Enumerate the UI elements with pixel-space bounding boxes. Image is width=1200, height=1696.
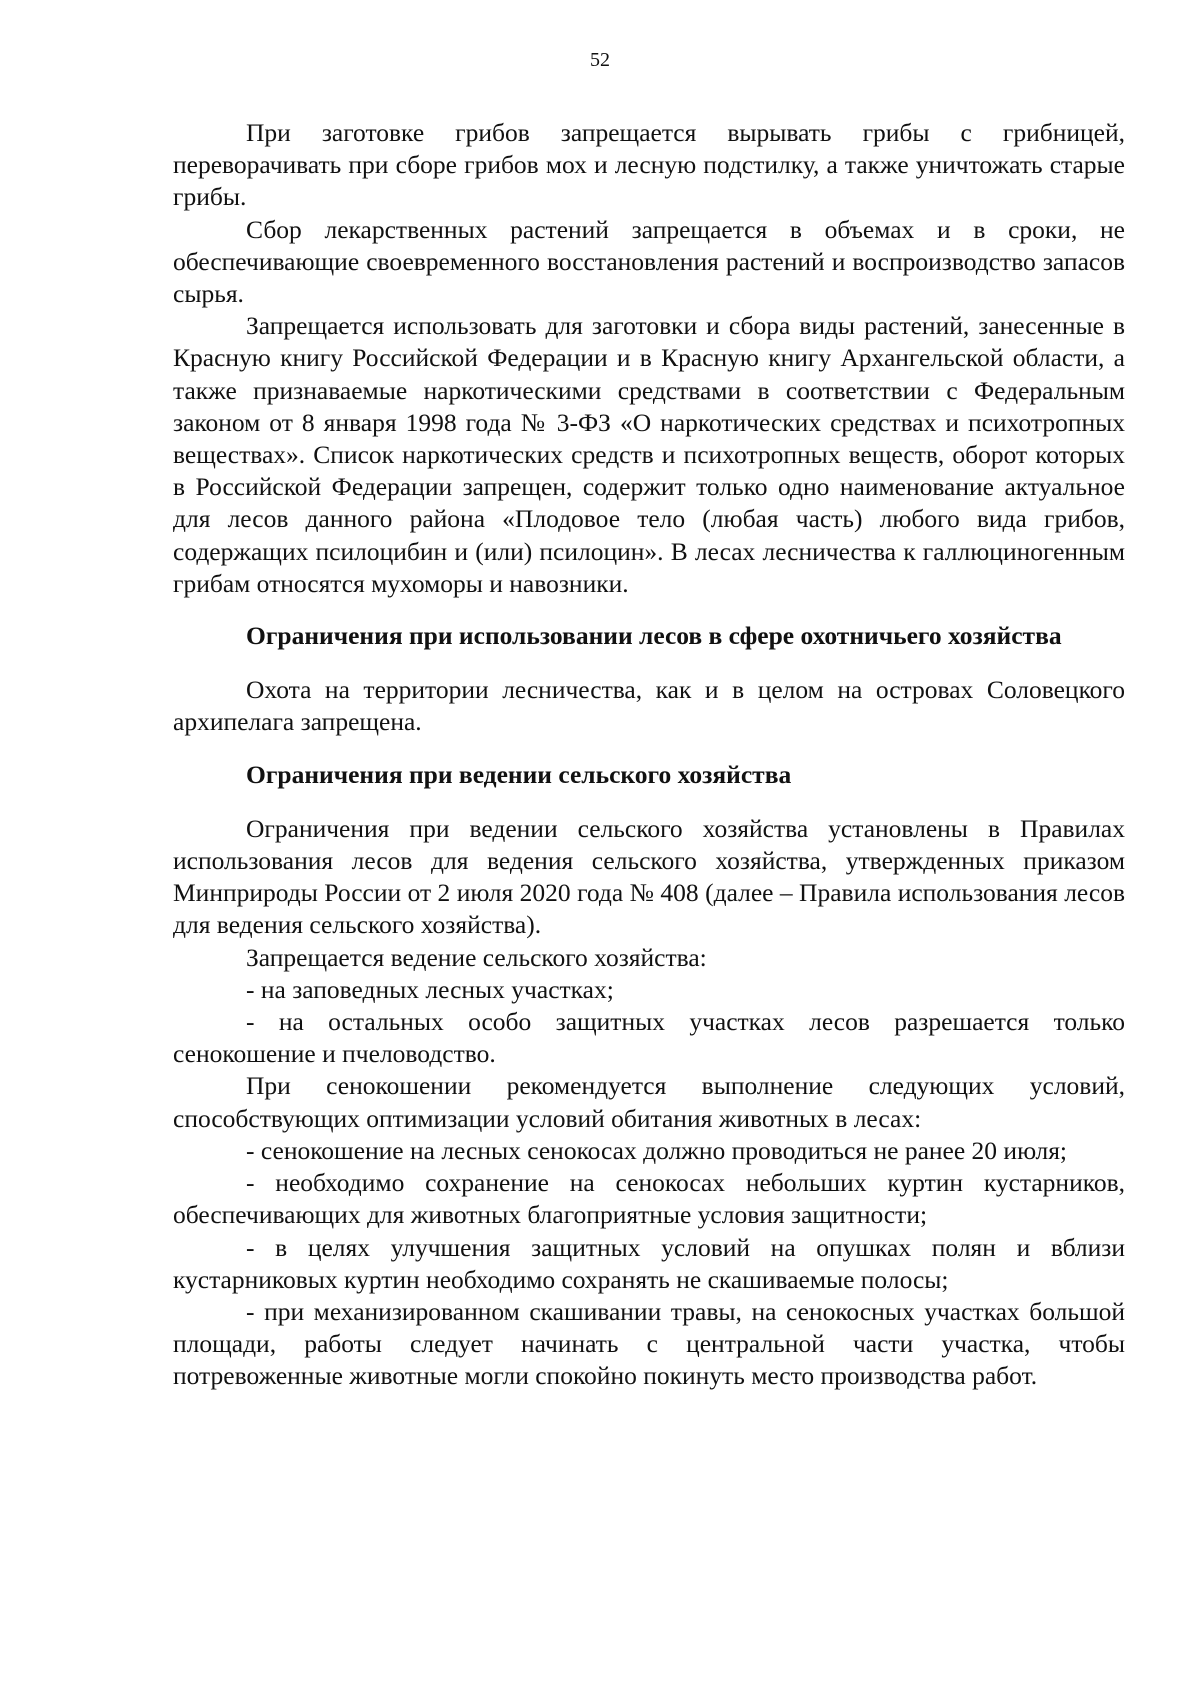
heading-agriculture-restrictions: Ограничения при ведении сельского хозяйства bbox=[246, 759, 792, 789]
paragraph-agriculture-prohibited: Запрещается ведение сельского хозяйства: bbox=[246, 942, 707, 972]
list-item-mechanized-mowing: - при механизированном скашивании травы, на сенокосных участках большой площади, работы следует начинать с центральной части участка, чтобы потревоженные животные могли спокойно покинуть место производства работ. bbox=[173, 1296, 1125, 1391]
list-item-haymaking-date: - сенокошение на лесных сенокосах должно проводиться не ранее 20 июля; bbox=[246, 1135, 1068, 1165]
paragraph-mushroom-harvest: При заготовке грибов запрещается вырывать грибы с грибницей, переворачивать при сборе грибов мох и лесную подстилку, а также уничтожать старые грибы. bbox=[173, 118, 1125, 212]
paragraph-protected-species: Запрещается использовать для заготовки и сбора виды растений, занесенные в Красную книгу Российской Федерации и в Красную книгу Архангельской области, а также признаваемые наркотическими средствами в соответствии с Федеральным законом от 8 января 1998 года № 3-ФЗ «О наркотических средствах и психотропных веществах». Список наркотических средств и психотропных веществ, оборот которых в Российской Федерации запрещен, содержит только одно наименование актуальное для лесов данного района «Плодовое тело (любая часть) любого вида грибов, содержащих псилоцибин и (или) псилоцин». В лесах лесничества к галлюциногенным грибам относятся мухоморы и навозники. bbox=[173, 311, 1125, 598]
list-item-shrub-preservation: - необходимо сохранение на сенокосах небольших куртин кустарников, обеспечивающих для животных благоприятные условия защитности; bbox=[173, 1168, 1125, 1230]
list-item-reserve-plots: - на заповедных лесных участках; bbox=[246, 974, 614, 1004]
paragraph-medicinal-plants: Сбор лекарственных растений запрещается в объемах и в сроки, не обеспечивающие своевременного восстановления растений и воспроизводство запасов сырья. bbox=[173, 214, 1125, 309]
paragraph-hunting-ban: Охота на территории лесничества, как и в целом на островах Соловецкого архипелага запрещена. bbox=[173, 675, 1125, 737]
spacer bbox=[173, 739, 1125, 759]
heading-hunting-restrictions: Ограничения при использовании лесов в сфере охотничьего хозяйства bbox=[246, 621, 1062, 651]
paragraph-agriculture-rules: Ограничения при ведении сельского хозяйства установлены в Правилах использования лесов для ведения сельского хозяйства, утвержденных приказом Минприроды России от 2 июля 2020 года № 408 (далее – Правила использования лесов для ведения сельского хозяйства). bbox=[173, 813, 1125, 940]
spacer bbox=[173, 791, 1125, 813]
page-number: 52 bbox=[590, 49, 610, 71]
list-item-protected-plots: - на остальных особо защитных участках лесов разрешается только сенокошение и пчеловодство. bbox=[173, 1007, 1125, 1069]
list-item-unmown-strips: - в целях улучшения защитных условий на опушках полян и вблизи кустарниковых куртин необходимо сохранять не скашиваемые полосы; bbox=[173, 1232, 1125, 1294]
spacer bbox=[173, 652, 1125, 674]
paragraph-haymaking-conditions: При сенокошении рекомендуется выполнение следующих условий, способствующих оптимизации условий обитания животных в лесах: bbox=[173, 1071, 1125, 1133]
spacer bbox=[173, 600, 1125, 620]
document-body bbox=[173, 117, 1125, 1393]
